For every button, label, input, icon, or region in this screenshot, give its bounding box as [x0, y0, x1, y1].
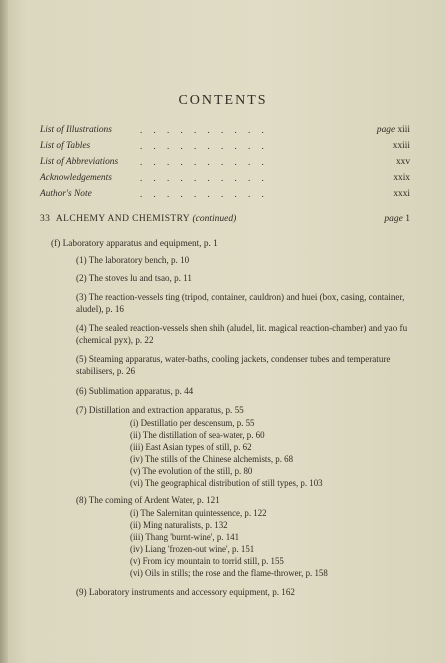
front-matter-label: Author's Note — [40, 189, 92, 199]
page-label: page — [384, 214, 403, 224]
leader-dots: . . . . . . . . . . — [140, 125, 264, 135]
front-matter-page — [377, 125, 410, 135]
leader-dots: . . . . . . . . . . — [140, 173, 264, 183]
toc-subitem: (iii) Thang 'burnt-wine', p. 141 — [130, 532, 240, 542]
page-number: 1 — [405, 214, 410, 224]
toc-subitem: (iv) Liang 'frozen-out wine', p. 151 — [130, 544, 255, 554]
front-matter-label: List of Abbreviations — [40, 157, 119, 167]
page-prefix: page — [376, 125, 396, 135]
toc-item: (1) The laboratory bench, p. 10 — [76, 255, 190, 265]
toc-subitem: (i) The Salernitan quintessence, p. 122 — [130, 508, 267, 518]
toc-item: (2) The stoves lu and tsao, p. 11 — [76, 273, 192, 283]
front-matter-page: xxv — [395, 157, 410, 167]
section-page — [384, 214, 410, 224]
section-heading — [40, 214, 236, 224]
front-matter-page: xxiii — [392, 141, 410, 151]
leader-dots: . . . . . . . . . . — [140, 157, 264, 167]
toc-subitem: (iv) The stills of the Chinese alchemists, p. 68 — [130, 454, 294, 464]
toc-item: (8) The coming of Ardent Water, p. 121 — [76, 495, 220, 505]
leader-dots: . . . . . . . . . . — [140, 189, 264, 199]
toc-item: (7) Distillation and extraction apparatus, p. 55 — [76, 405, 244, 415]
front-matter-page: xxix — [393, 173, 410, 183]
toc-subitem: (ii) Ming naturalists, p. 132 — [130, 520, 228, 530]
toc-item: (4) The sealed reaction-vessels shen shih (aludel, lit. magical reaction-chamber) and yao fu (chemical pyx), p. 22 — [76, 323, 408, 345]
toc-item: (6) Sublimation apparatus, p. 44 — [76, 386, 194, 396]
subsection-heading: (f) Laboratory apparatus and equipment, p. 1 — [51, 239, 218, 249]
section-continued: (continued) — [192, 214, 237, 224]
toc-item: (5) Steaming apparatus, water-baths, cooling jackets, condenser tubes and temperature stabilisers, p. 26 — [76, 354, 391, 376]
toc-subitem: (vi) The geographical distribution of still types, p. 103 — [130, 478, 323, 488]
toc-subitem: (iii) East Asian types of still, p. 62 — [130, 442, 252, 452]
leader-dots: . . . . . . . . . . — [140, 141, 264, 151]
section-title: ALCHEMY AND CHEMISTRY — [55, 214, 190, 224]
toc-subitem: (vi) Oils in stills; the rose and the flame-thrower, p. 158 — [130, 568, 328, 578]
page-title: CONTENTS — [178, 93, 268, 108]
front-matter-page: xxxi — [393, 189, 410, 199]
toc-item: (3) The reaction-vessels ting (tripod, container, cauldron) and huei (box, casing, container, aludel), p. 16 — [76, 292, 405, 314]
toc-subitem: (i) Destillatio per descensum, p. 55 — [130, 418, 255, 428]
toc-subitem: (ii) The distillation of sea-water, p. 60 — [130, 430, 265, 440]
section-number: 33 — [40, 214, 51, 224]
toc-subitem: (v) The evolution of the still, p. 80 — [130, 466, 253, 476]
front-matter-label: Acknowledgements — [40, 173, 112, 183]
front-matter-label: List of Tables — [40, 141, 91, 151]
toc-subitem: (v) From icy mountain to torrid still, p. 155 — [130, 556, 284, 566]
toc-item: (9) Laboratory instruments and accessory equipment, p. 162 — [76, 587, 295, 597]
page-number: xiii — [397, 125, 410, 135]
front-matter-label: List of Illustrations — [40, 125, 112, 135]
